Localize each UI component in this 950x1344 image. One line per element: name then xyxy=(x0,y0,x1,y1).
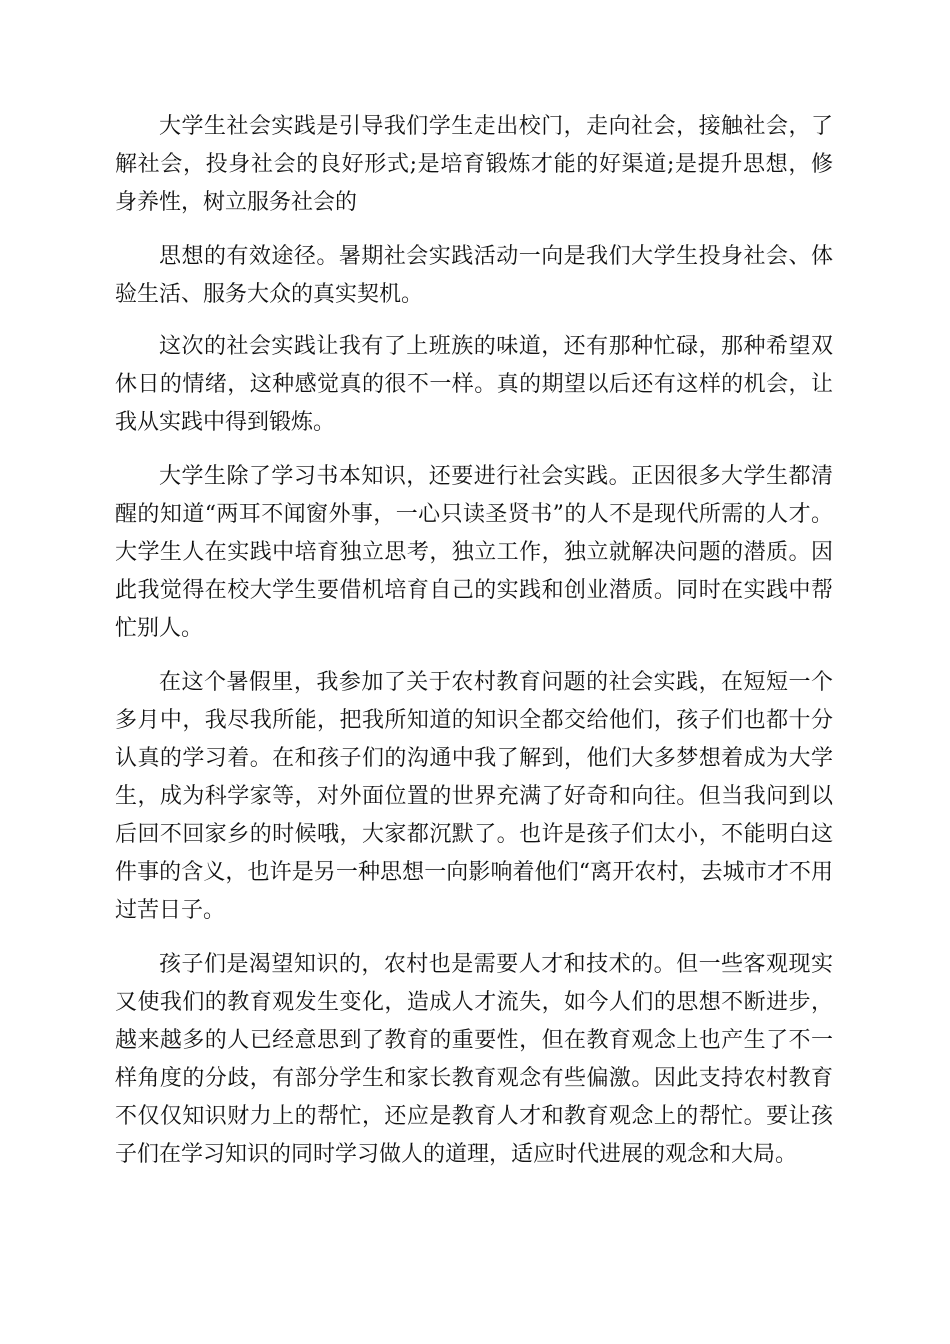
document-body xyxy=(115,108,833,1190)
paragraph-2: 思想的有效途径。暑期社会实践活动一向是我们大学生投身社会、体验生活、服务大众的真实契机。 xyxy=(115,244,833,307)
paragraph-6: 孩子们是渴望知识的，农村也是需要人才和技术的。但一些客观现实又使我们的教育观发生变化，造成人才流失，如今人们的思想不断进步，越来越多的人已经意思到了教育的重要性，但在教育观念上也产生了不一样角度的分歧，有部分学生和家长教育观念有些偏激。因此支持农村教育不仅仅知识财力上的帮忙，还应是教育人才和教育观念上的帮忙。要让孩子们在学习知识的同时学习做人的道理，适应时代进展的观念和大局。 xyxy=(115,952,833,1167)
paragraph-5: 在这个暑假里，我参加了关于农村教育问题的社会实践，在短短一个多月中，我尽我所能，把我所知道的知识全都交给他们，孩子们也都十分认真的学习着。在和孩子们的沟通中我了解到，他们大多梦想着成为大学生，成为科学家等，对外面位置的世界充满了好奇和向往。但当我问到以后回不回家乡的时候哦，大家都沉默了。也许是孩子们太小，不能明白这件事的含义，也许是另一种思想一向影响着他们“离开农村，去城市才不用过苦日子。 xyxy=(115,670,833,923)
paragraph-3: 这次的社会实践让我有了上班族的味道，还有那种忙碌，那种希望双休日的情绪，这种感觉真的很不一样。真的期望以后还有这样的机会，让我从实践中得到锻炼。 xyxy=(115,334,833,435)
paragraph-1: 大学生社会实践是引导我们学生走出校门，走向社会，接触社会，了解社会，投身社会的良好形式;是培育锻炼才能的好渠道;是提升思想，修身养性，树立服务社会的 xyxy=(115,114,833,215)
paragraph-4: 大学生除了学习书本知识，还要进行社会实践。正因很多大学生都清醒的知道“两耳不闻窗外事，一心只读圣贤书”的人不是现代所需的人才。大学生人在实践中培育独立思考，独立工作，独立就解决问题的潜质。因此我觉得在校大学生要借机培育自己的实践和创业潜质。同时在实践中帮忙别人。 xyxy=(115,464,833,641)
